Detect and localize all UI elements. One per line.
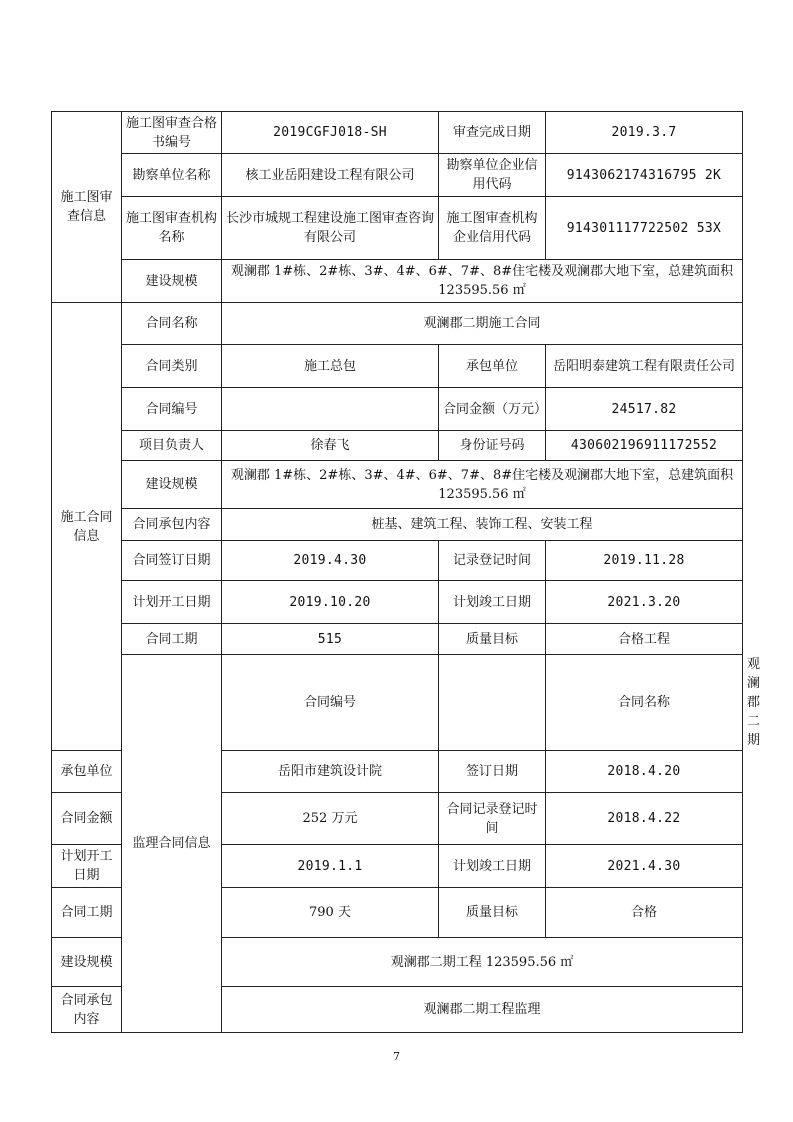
org-name-value: 长沙市城规工程建设施工图审查咨询有限公司: [222, 197, 439, 260]
contract-name-label: 合同名称: [122, 303, 222, 345]
sup-amount-value: 252 万元: [222, 793, 439, 845]
sup-scale-label: 建设规模: [52, 938, 122, 987]
table-row: [52, 260, 743, 303]
cert-no-label: 施工图审查合格书编号: [122, 112, 222, 154]
contract-type-label: 合同类别: [122, 345, 222, 388]
sign-date-label: 合同签订日期: [122, 541, 222, 581]
table-row: [52, 112, 743, 154]
manager-value: 徐春飞: [222, 431, 439, 461]
contract-type-value: 施工总包: [222, 345, 439, 388]
contract-no-value: [222, 388, 439, 431]
survey-credit-label: 勘察单位企业信用代码: [439, 154, 546, 197]
table-row: [52, 431, 743, 461]
review-scale-label: 建设规模: [122, 260, 222, 303]
table-row: [52, 581, 743, 624]
supervision-group-label: 监理合同信息: [122, 655, 222, 1033]
table-row: 监理合同信息 合同编号 合同名称 观澜郡二期: [52, 655, 743, 751]
contract-content-value: 桩基、建筑工程、装饰工程、安装工程: [222, 509, 743, 541]
sup-sign-date-label: 签订日期: [439, 751, 546, 793]
sup-sign-date-value: 2018.4.20: [546, 751, 743, 793]
manager-label: 项目负责人: [122, 431, 222, 461]
sup-quality-value: 合格: [546, 888, 743, 938]
record-date-label: 记录登记时间: [439, 541, 546, 581]
contractor-label: 承包单位: [439, 345, 546, 388]
plan-finish-label: 计划竣工日期: [439, 581, 546, 624]
sup-record-date-label: 合同记录登记时间: [439, 793, 546, 845]
survey-unit-label: 勘察单位名称: [122, 154, 222, 197]
review-scale-value: 观澜郡 1#栋、2#栋、3#、4#、6#、7#、8#住宅楼及观澜郡大地下室，总建筑面积 123595.56 ㎡: [222, 260, 743, 303]
table-row: [52, 461, 743, 509]
survey-credit-value: 9143062174316795 2K: [546, 154, 743, 197]
contractor-value: 岳阳明泰建筑工程有限责任公司: [546, 345, 743, 388]
table-row: [52, 345, 743, 388]
sup-content-value: 观澜郡二期工程监理: [222, 987, 743, 1033]
quality-target-label: 质量目标: [439, 624, 546, 655]
org-credit-value: 914301117722502 53X: [546, 197, 743, 260]
table-row: [52, 541, 743, 581]
survey-unit-value: 核工业岳阳建设工程有限公司: [222, 154, 439, 197]
complete-date-label: 审查完成日期: [439, 112, 546, 154]
project-info-table: [51, 111, 761, 1033]
plan-start-label: 计划开工日期: [122, 581, 222, 624]
page-number: 7: [393, 1050, 400, 1063]
complete-date-value: 2019.3.7: [546, 112, 743, 154]
id-number-label: 身份证号码: [439, 431, 546, 461]
sup-contractor-label: 承包单位: [52, 751, 122, 793]
table-row: [52, 154, 743, 197]
review-group-label: 施工图审查信息: [52, 112, 122, 303]
construction-group-label: 施工合同信息: [52, 303, 122, 751]
contract-name-value: 观澜郡二期施工合同: [222, 303, 743, 345]
sup-plan-start-value: 2019.1.1: [222, 845, 439, 888]
id-number-value: 430602196911172552: [546, 431, 743, 461]
construction-scale-value: 观澜郡 1#栋、2#栋、3#、4#、6#、7#、8#住宅楼及观澜郡大地下室，总建筑面积 123595.56 ㎡: [222, 461, 743, 509]
contract-content-label: 合同承包内容: [122, 509, 222, 541]
contract-amount-value: 24517.82: [546, 388, 743, 431]
table-row: [52, 303, 743, 345]
sup-contractor-value: 岳阳市建筑设计院: [222, 751, 439, 793]
table-row: [52, 197, 743, 260]
table-row: [52, 388, 743, 431]
table-row: [52, 624, 743, 655]
sup-content-label: 合同承包内容: [52, 987, 122, 1033]
quality-target-value: 合格工程: [546, 624, 743, 655]
sup-scale-value: 观澜郡二期工程 123595.56 ㎡: [222, 938, 743, 987]
org-credit-label: 施工图审查机构企业信用代码: [439, 197, 546, 260]
plan-finish-value: 2021.3.20: [546, 581, 743, 624]
construction-scale-label: 建设规模: [122, 461, 222, 509]
record-date-value: 2019.11.28: [546, 541, 743, 581]
sup-plan-finish-value: 2021.4.30: [546, 845, 743, 888]
sup-period-value: 790 天: [222, 888, 439, 938]
contract-period-value: 515: [222, 624, 439, 655]
cert-no-value: 2019CGFJ018-SH: [222, 112, 439, 154]
sup-plan-start-label: 计划开工日期: [52, 845, 122, 888]
contract-no-label: 合同编号: [122, 388, 222, 431]
sign-date-value: 2019.4.30: [222, 541, 439, 581]
sup-amount-label: 合同金额: [52, 793, 122, 845]
sup-plan-finish-label: 计划竣工日期: [439, 845, 546, 888]
table-row: [52, 509, 743, 541]
plan-start-value: 2019.10.20: [222, 581, 439, 624]
sup-quality-label: 质量目标: [439, 888, 546, 938]
contract-amount-label: 合同金额（万元）: [439, 388, 546, 431]
contract-period-label: 合同工期: [122, 624, 222, 655]
sup-contract-name-label: 合同名称: [546, 655, 743, 751]
org-name-label: 施工图审查机构名称: [122, 197, 222, 260]
sup-record-date-value: 2018.4.22: [546, 793, 743, 845]
sup-contract-no-label: 合同编号: [222, 655, 439, 751]
sup-contract-no-value: [439, 655, 546, 751]
sup-period-label: 合同工期: [52, 888, 122, 938]
